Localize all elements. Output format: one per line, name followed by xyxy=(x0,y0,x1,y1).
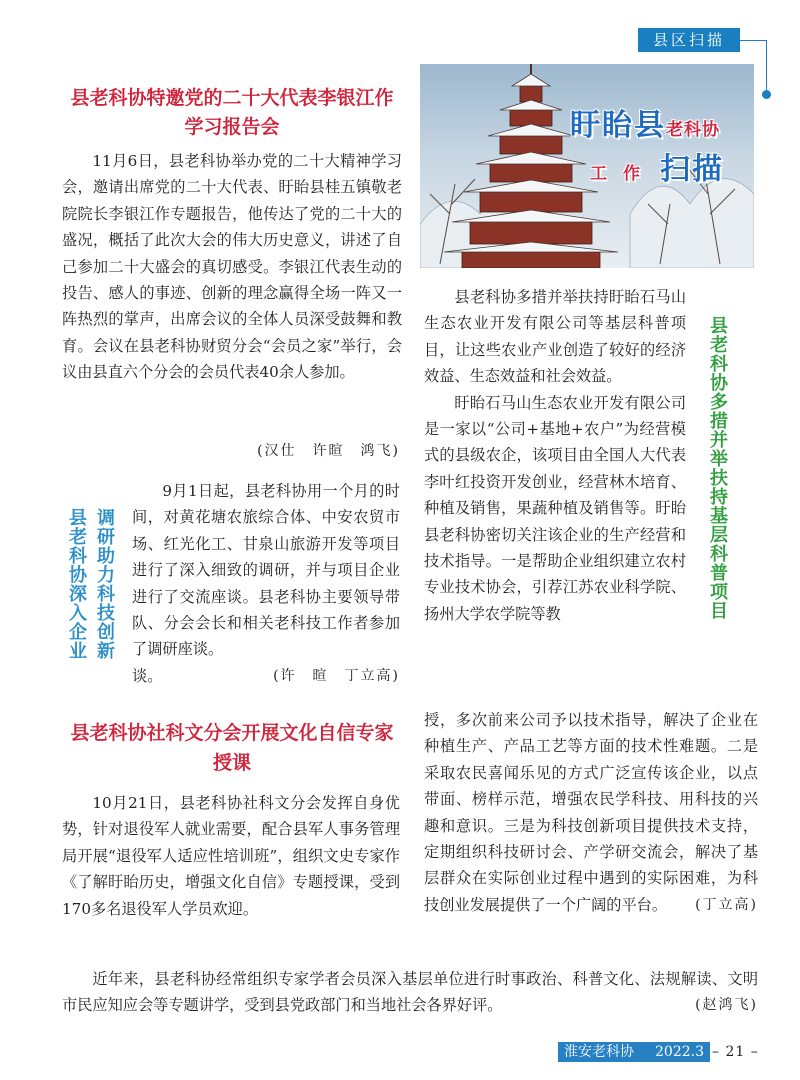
photo-title-line2 xyxy=(590,144,724,188)
article2-signature: (许 暄 丁立高) xyxy=(273,667,400,684)
photo-title-small2: 工作 xyxy=(590,164,656,184)
footer-issue: 2022.3 xyxy=(655,1044,704,1060)
section-tag: 县区扫描 xyxy=(638,28,740,52)
article2-side-title-col2: 县老科协深入企业 xyxy=(66,508,87,660)
article5-body: 近年来，县老科协经常组织专家学者会员深入基层单位进行时事政治、科普文化、法规解读、文明市民应知应会等专题讲学，受到县党政部门和当地社会各界好评。 xyxy=(62,970,758,1015)
article2-side-title xyxy=(62,508,118,678)
tag-connector-line xyxy=(740,40,766,41)
tag-vertical-line xyxy=(766,40,767,92)
article1-signature: (汉仕 许暄 鸿飞) xyxy=(257,443,400,459)
photo-title-big1: 盱眙县 xyxy=(570,108,666,143)
article2-signature-lead: 谈。 xyxy=(132,666,163,685)
footer-bar xyxy=(558,1042,710,1062)
article2-signature-line xyxy=(132,663,400,689)
article1-body: 11月6日，县老科协举办党的二十大精神学习会，邀请出席党的二十大代表、盱眙县桂五镇敬老院院长李银江作专题报告，他传达了党的二十大的盛况，概括了此次大会的伟大历史意义，讲述了自己参加二十大盛会的真切感受。李银江代表生动的投告、感人的事迹、创新的理念赢得全场一阵又一阵热烈的掌声，出席会议的全体人员深受鼓舞和教育。会议在县老科协财贸分会“会员之家”举行，会议由县直六个分会的会员代表40余人参加。 xyxy=(62,152,402,382)
article4-continuation-block xyxy=(424,707,758,918)
article4-body-block xyxy=(424,284,686,627)
photo-title-line1 xyxy=(570,100,720,144)
footer-publication: 淮安老科协 xyxy=(564,1044,634,1060)
photo-title-small1: 老科协 xyxy=(666,120,720,140)
article1-title: 县老科协特邀党的二十大代表李银江作学习报告会 xyxy=(70,87,394,138)
article3-body: 10月21日，县老科协社科文分会发挥自身优势，针对退役军人就业需要，配合县军人事务管理局开展“退役军人适应性培训班”，组织文史专家作《了解盱眙历史，增强文化自信》专题授课，受到170多名退役军人学员欢迎。 xyxy=(62,794,400,918)
article4-side-title: 县老科协多措并举扶持基层科普项目 xyxy=(707,316,728,620)
photo-title-big2: 扫描 xyxy=(660,152,724,187)
article5-signature: (赵鸿飞) xyxy=(695,997,758,1014)
article2-body-block xyxy=(132,478,400,689)
article5-body-block xyxy=(62,966,758,1019)
article4-para1: 县老科协多措并举扶持盱眙石马山生态农业开发有限公司等基层科普项目，让这些农业产业创造了较好的经济效益、生态效益和社会效益。 xyxy=(424,288,686,386)
article4-signature: (丁立高) xyxy=(695,896,758,913)
tag-dot xyxy=(762,90,771,99)
pagoda-photo xyxy=(420,64,754,268)
article2-body: 9月1日起，县老科协用一个月的时间，对黄花塘农旅综合体、中安农贸市场、红光化工、甘泉山旅游开发等项目进行了深入细致的调研，并与项目企业进行了交流座谈。县老科协主要领导带队、分会会长和相关老科技工作者参加了调研座谈。 xyxy=(132,482,400,659)
article4-para2-continuation: 授，多次前来公司予以技术指导，解决了企业在种植生产、产品工艺等方面的技术性难题。二是采取农民喜闻乐见的方式广泛宣传该企业，以点带面、榜样示范，增强农民学科技、用科技的兴趣和意识。三是为科技创新项目提供技术支持，定期组织科技研讨会、产学研交流会，解决了基层群众在实际创业过程中遇到的实际困难，为科技创业发展提供了一个广阔的平台。 xyxy=(424,711,758,914)
page-number: – 21 – xyxy=(712,1044,759,1060)
article4-para2: 盱眙石马山生态农业开发有限公司是一家以“公司+基地+农户”为经营模式的县级农企，该项目由全国人大代表李叶红投资开发创业，经营林木培育、种植及销售，果蔬种植及销售等。盱眙县老科协密切关注该企业的生产经营和技术指导。一是帮助企业组织建立农村专业技术协会，引荐江苏农业科学院、扬州大学农学院等教 xyxy=(424,393,686,623)
article3-title: 县老科协社科文分会开展文化自信专家授课 xyxy=(70,722,394,774)
article2-side-title-col1: 调研助力科技创新 xyxy=(94,508,115,660)
